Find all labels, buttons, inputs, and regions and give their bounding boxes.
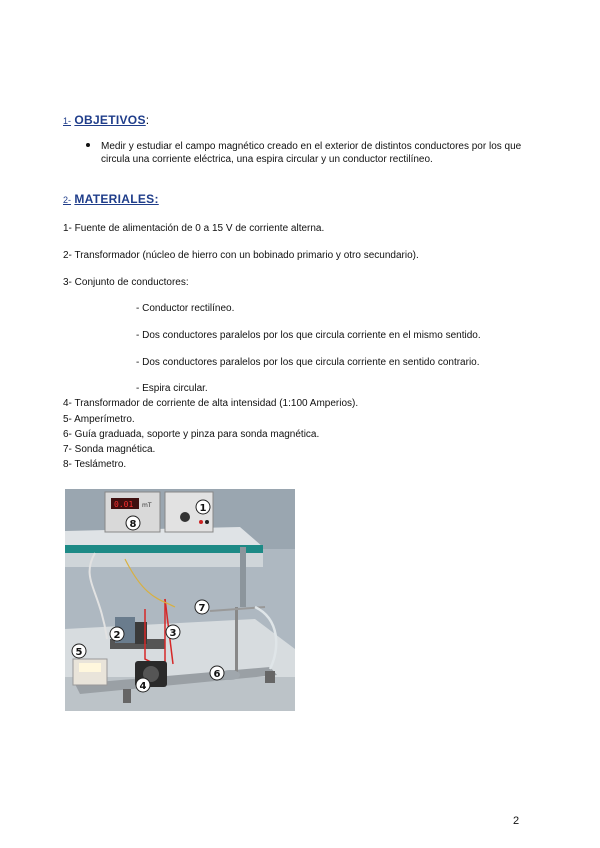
material-item: 8- Teslámetro. (63, 459, 127, 470)
material-item: 6- Guía graduada, soporte y pinza para sonda magnética. (63, 429, 320, 440)
material-item: 7- Sonda magnética. (63, 444, 156, 455)
section-title: MATERIALES: (74, 192, 159, 206)
conductor-item: - Espira circular. (136, 383, 208, 394)
teslameter-reading: 0.01 (114, 500, 134, 509)
callout-5: 5 (75, 647, 83, 658)
conductor-item: - Conductor rectilíneo. (136, 303, 235, 314)
page-number: 2 (513, 815, 520, 827)
conductor-item: - Dos conductores paralelos por los que circula corriente en el mismo sentido. (136, 330, 481, 341)
lab-setup-photo (65, 489, 295, 711)
callout-2: 2 (113, 630, 121, 641)
callout-8: 8 (129, 519, 137, 530)
materials-heading (63, 192, 159, 206)
section-number: 2- (63, 195, 72, 205)
material-item: 3- Conjunto de conductores: (63, 277, 189, 288)
material-item: 1- Fuente de alimentación de 0 a 15 V de corriente alterna. (63, 223, 325, 234)
material-item: 5- Amperímetro. (63, 414, 135, 425)
material-item: 2- Transformador (núcleo de hierro con un bobinado primario y otro secundario). (63, 250, 419, 261)
section-colon: : (145, 113, 150, 127)
callout-1: 1 (199, 503, 207, 514)
conductor-item: - Dos conductores paralelos por los que circula corriente en sentido contrario. (136, 357, 480, 368)
section-title: OBJETIVOS (74, 113, 146, 127)
teslameter-unit: mT (142, 502, 152, 509)
callout-6: 6 (213, 669, 221, 680)
material-item: 4- Transformador de corriente de alta intensidad (1:100 Amperios). (63, 398, 359, 409)
objective-text: Medir y estudiar el campo magnético creado en el exterior de distintos conductores por los que circula una corriente eléctrica, una espira circular y un conductor rectilíneo. (101, 141, 522, 165)
bullet-icon (86, 143, 90, 147)
section-number: 1- (63, 116, 72, 126)
objectives-heading (63, 113, 149, 127)
callout-4: 4 (139, 681, 147, 692)
callout-7: 7 (198, 603, 206, 614)
callout-3: 3 (169, 628, 177, 639)
